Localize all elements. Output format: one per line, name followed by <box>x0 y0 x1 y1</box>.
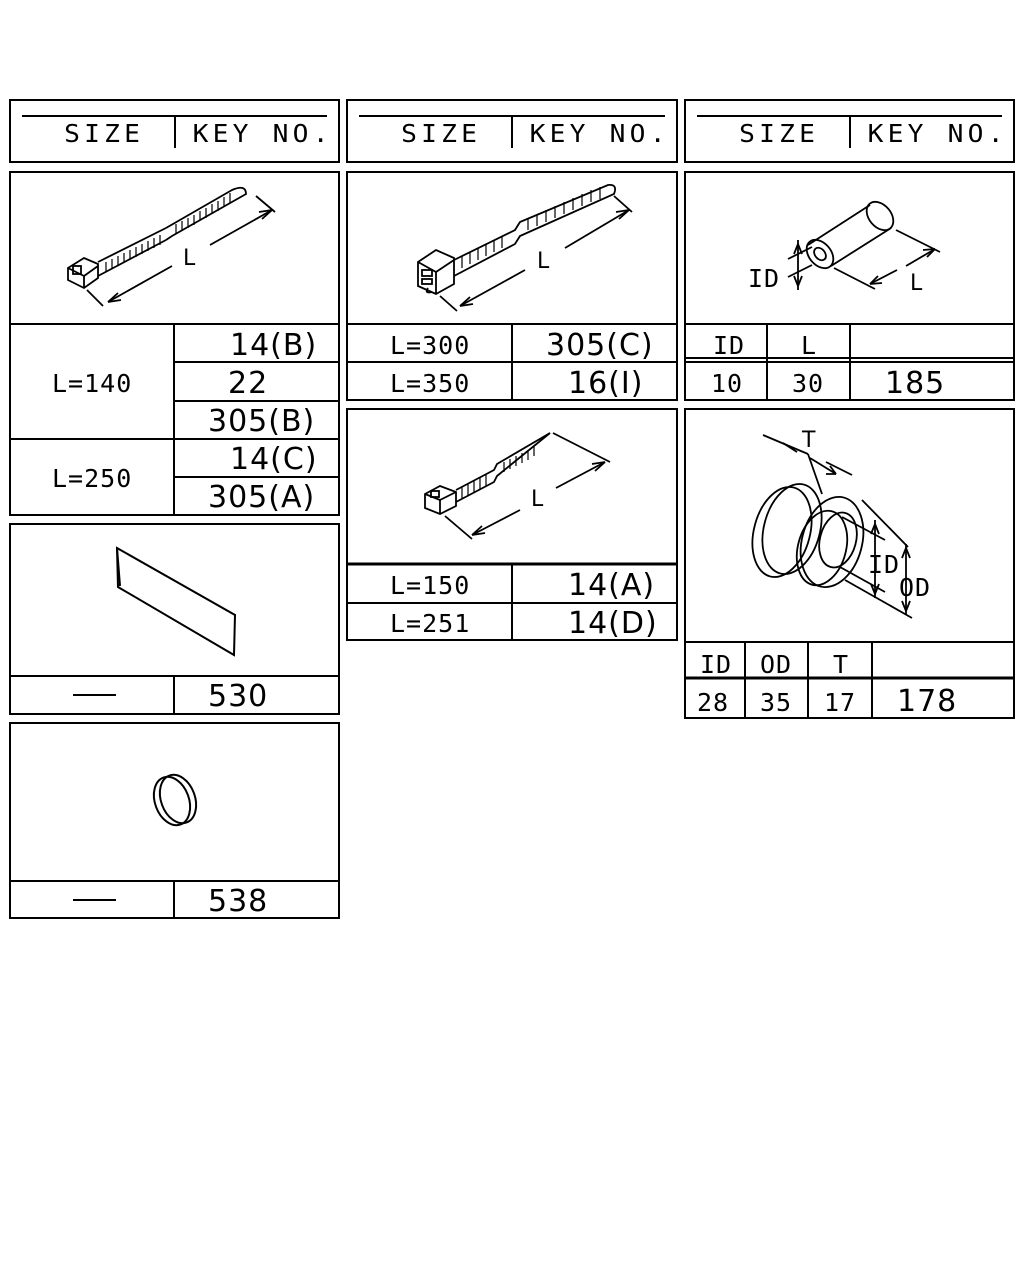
header-size-label: SIZE <box>401 119 482 148</box>
grommet-id-value: 28 <box>697 688 730 717</box>
wide-tie-key: 16(I) <box>568 366 644 401</box>
cable-tie-drawing <box>68 188 275 306</box>
cable-tie-key: 22 <box>228 366 269 401</box>
cable-tie-size-l140: L=140 <box>52 369 133 398</box>
small-tie-key: 14(D) <box>568 606 658 641</box>
wide-tie-dimension-label: L <box>537 249 550 274</box>
wide-tie-size: L=300 <box>390 331 471 360</box>
tube-l-value: 30 <box>792 369 825 398</box>
header-keyno-label: KEY NO. <box>529 119 670 148</box>
grommet-t-value: 17 <box>824 688 857 717</box>
small-tie-drawing <box>425 433 610 539</box>
small-tie-dimension-label: L <box>531 487 544 512</box>
grommet-col-t: T <box>833 650 850 679</box>
tube-l-dimension-label: L <box>910 271 923 296</box>
header-size-label: SIZE <box>739 119 820 148</box>
header-size-label: SIZE <box>64 119 145 148</box>
grommet-col-od: OD <box>760 650 793 679</box>
disc-drawing <box>147 770 202 831</box>
tube-id-dimension-label: ID <box>748 264 781 293</box>
tube-table <box>685 172 1014 400</box>
cable-tie-size-l250: L=250 <box>52 464 133 493</box>
grommet-t-dimension-label: T <box>802 428 816 453</box>
cable-tie-key: 14(B) <box>230 328 318 363</box>
grommet-od-value: 35 <box>760 688 793 717</box>
disc-key: 538 <box>208 884 269 919</box>
wide-tie-drawing <box>418 185 632 311</box>
grommet-col-id: ID <box>700 650 733 679</box>
small-tie-size: L=251 <box>390 609 471 638</box>
tube-col-l: L <box>801 331 818 360</box>
small-tie-key: 14(A) <box>568 568 656 603</box>
grommet-drawing <box>743 435 912 618</box>
tape-key: 530 <box>208 679 269 714</box>
cable-tie-key: 14(C) <box>230 442 318 477</box>
grommet-id-dimension-label: ID <box>868 550 901 579</box>
tube-id-value: 10 <box>711 369 744 398</box>
cable-tie-key: 305(A) <box>208 480 316 515</box>
tube-key: 185 <box>885 366 946 401</box>
tube-col-id: ID <box>713 331 746 360</box>
wide-tie-size: L=350 <box>390 369 471 398</box>
grommet-key: 178 <box>897 684 958 719</box>
small-tie-size: L=150 <box>390 571 471 600</box>
header-keyno-label: KEY NO. <box>867 119 1008 148</box>
grommet-table <box>685 409 1014 718</box>
cable-tie-dimension-label: L <box>183 246 196 271</box>
tape-drawing <box>117 548 235 655</box>
header-keyno-label: KEY NO. <box>192 119 333 148</box>
grommet-od-dimension-label: OD <box>899 573 932 602</box>
cable-tie-key: 305(B) <box>208 404 316 439</box>
wide-tie-key: 305(C) <box>546 328 654 363</box>
